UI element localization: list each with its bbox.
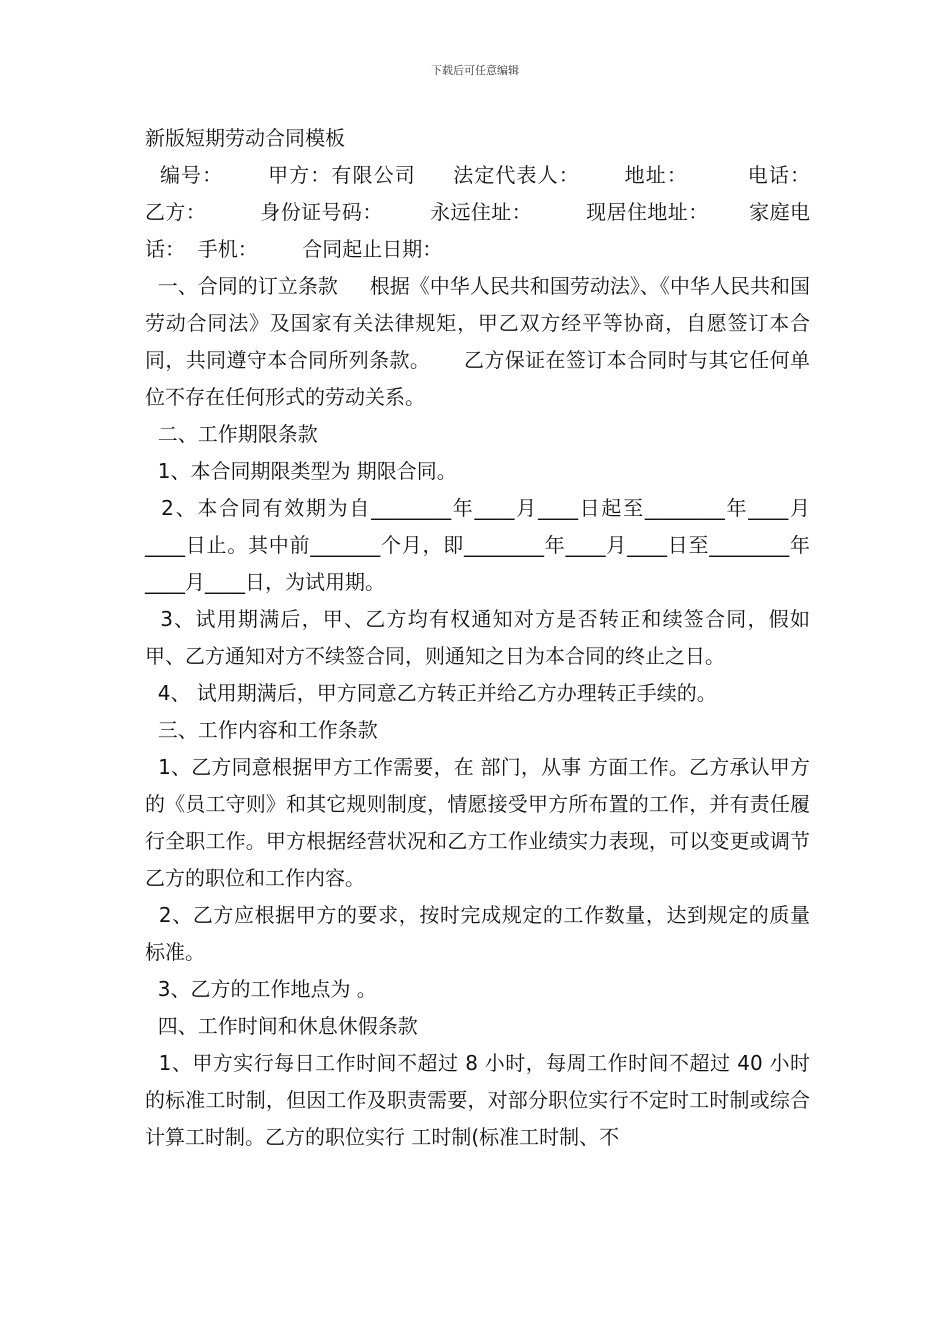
page-header: 下载后可任意编辑 (431, 64, 519, 77)
paragraph-2-3: 3、试用期满后，甲、乙方均有权通知对方是否转正和续签合同，假如甲、乙方通知对方不续签合同，则通知之日为本合同的终止之日。 (145, 607, 810, 668)
heading-clause-3: 三、工作内容和工作条款 (145, 718, 378, 742)
heading-clause-4: 四、工作时间和休息休假条款 (145, 1014, 418, 1038)
contract-body (145, 120, 855, 1156)
document-title: 新版短期劳动合同模板 (145, 126, 345, 150)
paragraph-3-3: 3、乙方的工作地点为 。 (145, 977, 377, 1001)
paragraph-2-1: 1、本合同期限类型为 期限合同。 (145, 459, 457, 483)
paragraph-3-1: 1、乙方同意根据甲方工作需要，在 部门，从事 方面工作。乙方承认甲方的《员工守则》和其它规则制度，情愿接受甲方所布置的工作，并有责任履行全职工作。甲方根据经营状况和乙方工作业绩实力表现，可以变更或调节乙方的职位和工作内容。 (145, 755, 810, 890)
paragraph-clause-1: 一、合同的订立条款 根据《中华人民共和国劳动法》、《中华人民共和国劳动合同法》及国家有关法律规矩，甲乙双方经平等协商，自愿签订本合同，共同遵守本合同所列条款。 乙方保证在签订本合同时与其它任何单位不存在任何形式的劳动关系。 (145, 274, 810, 409)
paragraph-2-4: 4、 试用期满后，甲方同意乙方转正并给乙方办理转正手续的。 (145, 681, 717, 705)
paragraph-4-1: 1、甲方实行每日工作时间不超过 8 小时，每周工作时间不超过 40 小时的标准工时制，但因工作及职责需要，对部分职位实行不定时工时制或综合计算工时制。乙方的职位实行 工时制(标准工时制、不 (145, 1051, 810, 1149)
paragraph-2-2: 2、本合同有效期为自________年____月____日起至________年____月____日止。其中前_______个月，即________年____月____日至________年____月____日，为试用期。 (145, 496, 810, 594)
paragraph-3-2: 2、乙方应根据甲方的要求，按时完成规定的工作数量，达到规定的质量标准。 (145, 903, 810, 964)
paragraph-parties: 编号： 甲方：有限公司 法定代表人： 地址： 电话： 乙方： 身份证号码： 永远住址： 现居住地址： 家庭电话： 手机： 合同起止日期： (145, 163, 855, 261)
heading-clause-2: 二、工作期限条款 (145, 422, 318, 446)
